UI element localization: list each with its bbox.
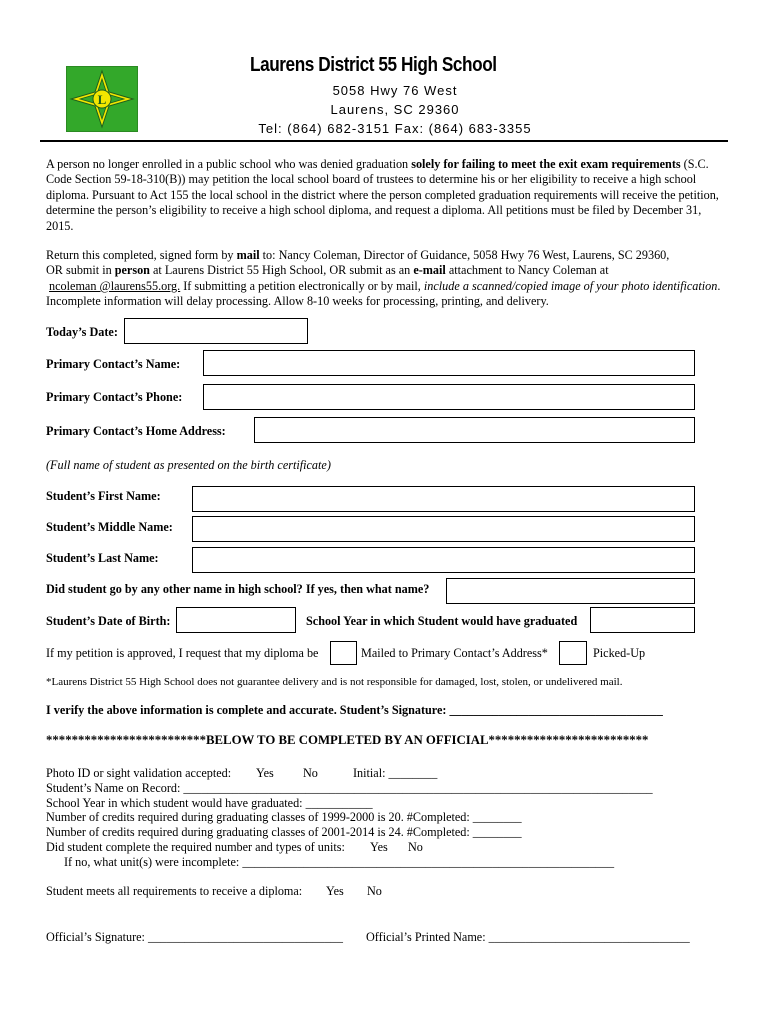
initial-field[interactable]: Initial: ________ — [353, 766, 438, 780]
photo-id-no[interactable]: No — [303, 766, 318, 780]
email-link[interactable]: ncoleman @laurens55.org. — [49, 278, 181, 293]
middle-name-label: Student’s Middle Name: — [46, 520, 173, 534]
mailed-option-label: Mailed to Primary Contact’s Address* — [361, 646, 548, 660]
todays-date-input[interactable] — [124, 318, 308, 344]
credits-2001-field[interactable]: Number of credits required during graduating classes of 2001-2014 is 24. #Completed: ________ — [46, 825, 522, 839]
address-line-1: 5058 Hwy 76 West — [332, 83, 458, 98]
units-no[interactable]: No — [408, 840, 423, 854]
return-instructions: Return this completed, signed form by mail to: Nancy Coleman, Director of Guidance, 5058 Hwy 76 West, Laurens, SC 29360, OR submit in person at Laurens District 55 High School, OR submit as an e-mail attachment to Nancy Coleman at ncoleman @laurens55.org. If submitting a petition electronically or by mail, include a scanned/copied image of your photo identification. Incomplete information will delay processing. Allow 8-10 weeks for processing, printing, and delivery. — [46, 248, 721, 309]
todays-date-label: Today’s Date: — [46, 325, 118, 339]
last-name-label: Student’s Last Name: — [46, 551, 159, 565]
contact-phone-label: Primary Contact’s Phone: — [46, 390, 183, 404]
first-name-label: Student’s First Name: — [46, 489, 161, 503]
birth-certificate-note: (Full name of student as presented on the birth certificate) — [46, 458, 331, 472]
delivery-disclaimer: *Laurens District 55 High School does not guarantee delivery and is not responsible for damaged, lost, stolen, or undelivered mail. — [46, 676, 623, 688]
verification-signature-line[interactable]: I verify the above information is complete and accurate. Student’s Signature: ___________________________________ — [46, 703, 663, 717]
dob-input[interactable] — [176, 607, 296, 633]
school-logo — [66, 66, 138, 132]
contact-address-input[interactable] — [254, 417, 695, 443]
units-complete-label: Did student complete the required number and types of units: — [46, 840, 345, 854]
logo-letter: L — [97, 92, 107, 107]
address-line-2: Laurens, SC 29360 — [330, 102, 460, 117]
contact-name-label: Primary Contact’s Name: — [46, 357, 181, 371]
other-name-label: Did student go by any other name in high school? If yes, then what name? — [46, 582, 430, 596]
photo-id-label: Photo ID or sight validation accepted: — [46, 766, 232, 780]
contact-address-label: Primary Contact’s Home Address: — [46, 424, 226, 438]
star-emblem-icon — [67, 67, 137, 131]
picked-up-option-label: Picked-Up — [593, 646, 646, 660]
meets-no[interactable]: No — [367, 884, 382, 898]
picked-up-checkbox[interactable] — [559, 641, 587, 665]
school-year-label: School Year in which Student would have graduated — [306, 614, 578, 628]
official-signature-field[interactable]: Official’s Signature: ________________________________ — [46, 930, 343, 944]
official-school-year-field[interactable]: School Year in which student would have graduated: ___________ — [46, 796, 373, 810]
diploma-request-text: If my petition is approved, I request that my diploma be — [46, 646, 319, 660]
meets-requirements-label: Student meets all requirements to receive a diploma: — [46, 884, 303, 898]
header-divider — [40, 140, 728, 142]
other-name-input[interactable] — [446, 578, 695, 604]
credits-1999-field[interactable]: Number of credits required during graduating classes of 1999-2000 is 20. #Completed: ________ — [46, 810, 522, 824]
mailed-checkbox[interactable] — [330, 641, 357, 665]
contact-phone-input[interactable] — [203, 384, 695, 410]
school-title: Laurens District 55 High School — [250, 54, 497, 76]
middle-name-input[interactable] — [192, 516, 695, 542]
units-yes[interactable]: Yes — [370, 840, 388, 854]
units-incomplete-field[interactable]: If no, what unit(s) were incomplete: _____________________________________________________________ — [64, 855, 615, 869]
official-printed-name-field[interactable]: Official’s Printed Name: _________________________________ — [366, 930, 690, 944]
name-on-record-field[interactable]: Student’s Name on Record: _____________________________________________________________________________ — [46, 781, 653, 795]
official-section-header: *************************BELOW TO BE COMPLETED BY AN OFFICIAL************************* — [46, 733, 649, 747]
school-year-input[interactable] — [590, 607, 695, 633]
phone-fax-line: Tel: (864) 682-3151 Fax: (864) 683-3355 — [258, 121, 532, 136]
meets-yes[interactable]: Yes — [326, 884, 344, 898]
dob-label: Student’s Date of Birth: — [46, 614, 171, 628]
contact-name-input[interactable] — [203, 350, 695, 376]
last-name-input[interactable] — [192, 547, 695, 573]
intro-paragraph: A person no longer enrolled in a public school who was denied graduation solely for failing to meet the exit exam requirements (S.C. Code Section 59-18-310(B)) may petition the local school board of trustees to determine his or her eligibility to receive a high school diploma. Pursuant to Act 155 the local school in the district where the person completed graduation requirements will receive the petition, determine the person’s eligibility to receive a high school diploma, and request a diploma. All petitions must be filed by December 31, 2015. — [46, 157, 719, 233]
photo-id-yes[interactable]: Yes — [256, 766, 274, 780]
first-name-input[interactable] — [192, 486, 695, 512]
